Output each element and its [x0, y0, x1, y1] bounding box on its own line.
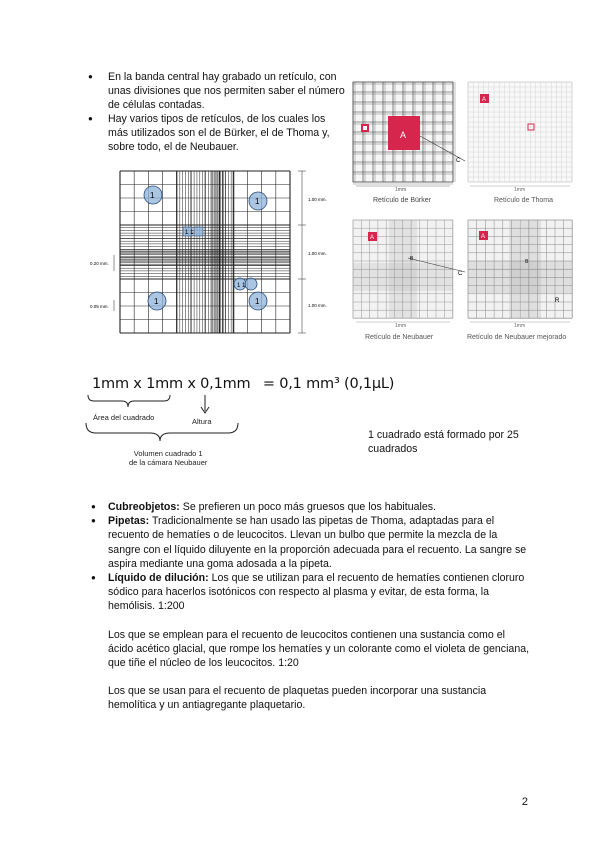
cubre-title: Cubreobjetos: [108, 501, 180, 513]
caption-thoma: Retículo de Thoma [494, 197, 554, 204]
reticle-images-panel [350, 76, 580, 361]
formula-result: = 0,1 mm³ (0,1μL) [262, 376, 395, 392]
caption-neubauer: Retículo de Neubauer [365, 334, 434, 341]
neubauer-mejorado-reticle [467, 220, 572, 341]
thoma-reticle [468, 82, 572, 204]
material-list [91, 500, 531, 614]
pipetas-text: Tradicionalmente se han usado las pipetas de Thoma, adaptadas para el recuento de hematíes o de leucocitos. Llevan un bulbo que permite la mezcla de la sangre con el líquido diluyente en la proporción adecuada para el recuento. La sangre se aspira mediante una goma adosada a la pipeta. [108, 515, 527, 570]
bullet-reticulo: ● En la banda central hay grabado un retículo, con unas divisiones que nos permiten saber el número de células contadas. [88, 70, 346, 112]
grid-label: 1 1 [185, 230, 194, 236]
circle-marker [245, 278, 257, 290]
mark-a: A [481, 234, 486, 240]
caption-neubauer-mejorado: Retículo de Neubauer mejorado [467, 334, 567, 341]
item-pipetas [91, 514, 531, 571]
mark-a: A [482, 97, 487, 103]
neubauer-grid-svg [90, 163, 335, 343]
grid-label: 1 [255, 197, 260, 206]
bullet-tipos-reticulos: ● Hay varios tipos de retículos, de los cuales los más utilizados son el de Bürker, el de Thoma y, sobre todo, el de Neubauer. [88, 112, 346, 154]
square-marker [194, 227, 203, 236]
plaquetas-paragraph: Los que se usan para el recuento de plaquetas pueden incorporar una sustancia hemolítica y un antiagregante plaquetario. [108, 685, 487, 712]
scale-label: 1mm [514, 187, 526, 193]
item-liquido [91, 571, 531, 614]
mark-a: A [400, 130, 407, 140]
mark-r: R [555, 298, 560, 304]
dim-label-right: 1.00 mm. [308, 197, 327, 202]
mark-c: C [458, 271, 463, 277]
volume-formula [92, 376, 394, 392]
neubauer-reticle [353, 220, 465, 341]
reticle-images-svg [350, 76, 580, 356]
dim-label-left: 0.20 mm. [90, 261, 109, 266]
grid-label: 1 [154, 297, 159, 306]
dim-label-left: 0.05 mm. [90, 304, 109, 309]
area-label: Área del cuadrado [93, 413, 155, 422]
volume-label-line2: de la cámara Neubauer [129, 458, 208, 467]
leucocitos-paragraph: Los que se emplean para el recuento de leucocitos contienen una sustancia como el ácido acético glacial, que rompe los hematíes y un colorante como el violeta de genciana, que tiñe el núcleo de los leucocitos. 1:20 [108, 628, 530, 670]
dim-label-right: 1.00 mm. [308, 303, 327, 308]
volume-label [129, 449, 207, 467]
formula-text: 1mm x 1mm x 0,1mm [92, 376, 251, 392]
cubre-text: Se prefieren un poco más gruesos que los habituales. [179, 501, 436, 513]
bottom-section [91, 500, 531, 713]
height-label: Altura [192, 417, 212, 426]
scale-label: 1mm [395, 323, 407, 329]
grid-label: 1 1 [237, 283, 246, 289]
neubauer-grid-diagram [90, 163, 335, 348]
top-bullet-list [88, 70, 346, 154]
dim-label-right: 1.00 mm. [308, 251, 327, 256]
grid-label: 1 [255, 297, 260, 306]
pipetas-title: Pipetas: [108, 515, 150, 528]
mark-b: B [525, 259, 529, 265]
caption-burker: Retículo de Bürker [373, 197, 431, 204]
grid-label: 1 [150, 191, 155, 200]
scale-label: 1mm [514, 323, 526, 329]
liquido-title: Líquido de dilución: [108, 572, 209, 585]
mark-b: B [410, 256, 414, 262]
burker-reticle [353, 82, 465, 204]
cuadrado-note: 1 cuadrado está formado por 25 cuadrados [368, 429, 519, 455]
liquido-text: Los que se utilizan para el recuento de hematíes contienen cloruro sódico para hacerlos isotónicos con respecto al plasma y evitar, de esta forma, la hemólisis. 1:200 [108, 572, 525, 613]
mark-c: C [456, 158, 461, 164]
mark-a: A [370, 235, 375, 241]
scale-label: 1mm [395, 187, 407, 193]
volume-label-line1: Volumen cuadrado 1 [133, 449, 203, 458]
page-number: 2 [521, 796, 528, 808]
item-cubreobjetos [91, 500, 531, 514]
